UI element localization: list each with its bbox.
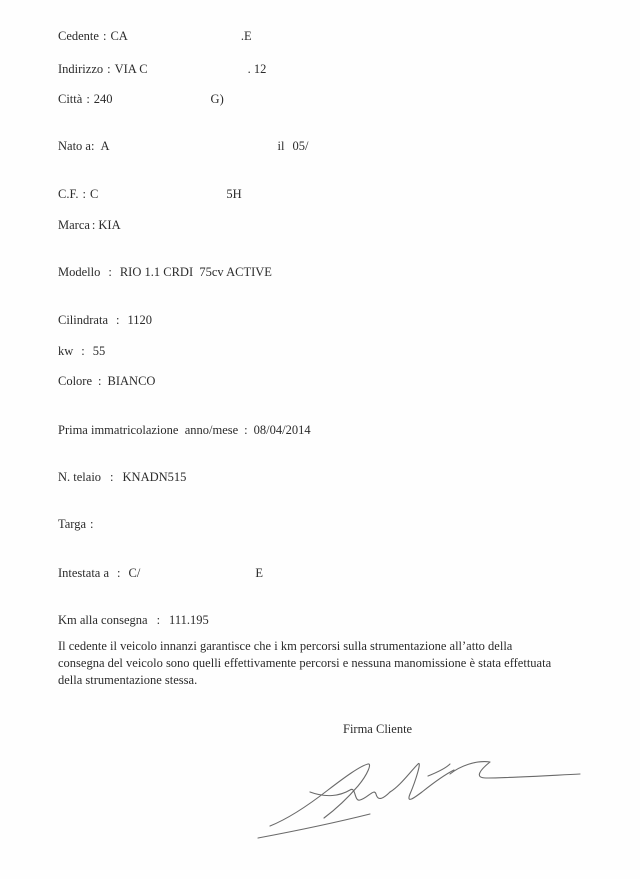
- telaio-label: N. telaio: [58, 470, 102, 484]
- declaration-line-3: della strumentazione stessa.: [58, 673, 198, 687]
- kw-sep: :: [81, 344, 85, 358]
- colore-label: Colore: [58, 374, 93, 388]
- declaration-line-2: consegna del veicolo sono quelli effettivamente percorsi e nessuna manomissione è stata effettuata: [58, 656, 552, 670]
- marca-label: Marca: [58, 218, 90, 232]
- cilindrata-label: Cilindrata: [58, 313, 108, 327]
- cilindrata-value: 1120: [127, 313, 153, 327]
- nato-il-value: 05/: [292, 139, 309, 153]
- field-immatricolazione: [58, 422, 311, 438]
- immatricolazione-label: Prima immatricolazione anno/mese: [58, 423, 239, 437]
- telaio-value: KNADN515: [122, 470, 187, 484]
- cf-label: C.F.: [58, 187, 79, 201]
- field-targa: [58, 516, 94, 532]
- kw-label: kw: [58, 344, 74, 358]
- km-sep: :: [156, 613, 161, 627]
- colore-sep: :: [98, 374, 102, 388]
- modello-label: Modello: [58, 265, 101, 279]
- field-cilindrata: [58, 312, 152, 328]
- field-indirizzo: [58, 61, 266, 77]
- field-marca: [58, 217, 121, 233]
- signature-stroke: [258, 814, 370, 838]
- citta-value-end: G): [210, 92, 224, 106]
- nato-il-label: il: [277, 139, 285, 153]
- cedente-sep: :: [102, 29, 107, 43]
- declaration-line-1: Il cedente il veicolo innanzi garantisce che i km percorsi sulla strumentazione all’atto della: [58, 639, 513, 653]
- immatricolazione-sep: :: [244, 423, 248, 437]
- nato-sep: :: [90, 139, 95, 153]
- citta-label: Città: [58, 92, 83, 106]
- targa-sep: :: [90, 517, 94, 531]
- nato-label: Nato a: [58, 139, 91, 153]
- signature-stroke: [450, 762, 580, 778]
- cf-sep: :: [82, 187, 87, 201]
- handwritten-signature: [250, 752, 600, 842]
- kw-value: 55: [92, 344, 106, 358]
- indirizzo-value-start: VIA C: [114, 62, 148, 76]
- field-cf: [58, 186, 242, 202]
- targa-label: Targa: [58, 517, 87, 531]
- intestata-sep: :: [117, 566, 121, 580]
- field-telaio: [58, 469, 186, 485]
- signature-stroke: [390, 763, 454, 799]
- indirizzo-sep: :: [107, 62, 111, 76]
- field-cedente: [58, 28, 252, 44]
- km-value: 111.195: [169, 613, 209, 627]
- telaio-sep: :: [110, 470, 114, 484]
- cedente-value-end: .E: [240, 29, 252, 43]
- indirizzo-value-end: . 12: [247, 62, 267, 76]
- immatricolazione-value: 08/04/2014: [253, 423, 311, 437]
- marca-value: KIA: [98, 218, 121, 232]
- citta-sep: :: [86, 92, 90, 106]
- citta-value-start: 240: [93, 92, 113, 106]
- nato-value-start: A: [100, 139, 110, 153]
- cf-value-end: 5H: [226, 187, 242, 201]
- field-nato: [58, 138, 308, 154]
- field-colore: [58, 373, 155, 389]
- intestata-value-end: E: [255, 566, 263, 580]
- declaration-paragraph: [58, 638, 618, 689]
- km-label: Km alla consegna: [58, 613, 148, 627]
- field-modello: [58, 264, 272, 280]
- modello-value: RIO 1.1 CRDI 75cv ACTIVE: [119, 265, 272, 279]
- colore-value: BIANCO: [107, 374, 156, 388]
- field-citta: [58, 91, 224, 107]
- cedente-label: Cedente: [58, 29, 99, 43]
- indirizzo-label: Indirizzo: [58, 62, 104, 76]
- signature-label: Firma Cliente: [343, 722, 413, 736]
- marca-sep: :: [91, 218, 96, 232]
- intestata-value-start: C/: [128, 566, 141, 580]
- modello-sep: :: [108, 265, 112, 279]
- field-kw: [58, 343, 105, 359]
- cf-value-start: C: [90, 187, 99, 201]
- cedente-value-start: CA: [110, 29, 128, 43]
- field-intestata: [58, 565, 263, 581]
- field-km: [58, 612, 209, 628]
- intestata-label: Intestata a: [58, 566, 110, 580]
- cilindrata-sep: :: [116, 313, 120, 327]
